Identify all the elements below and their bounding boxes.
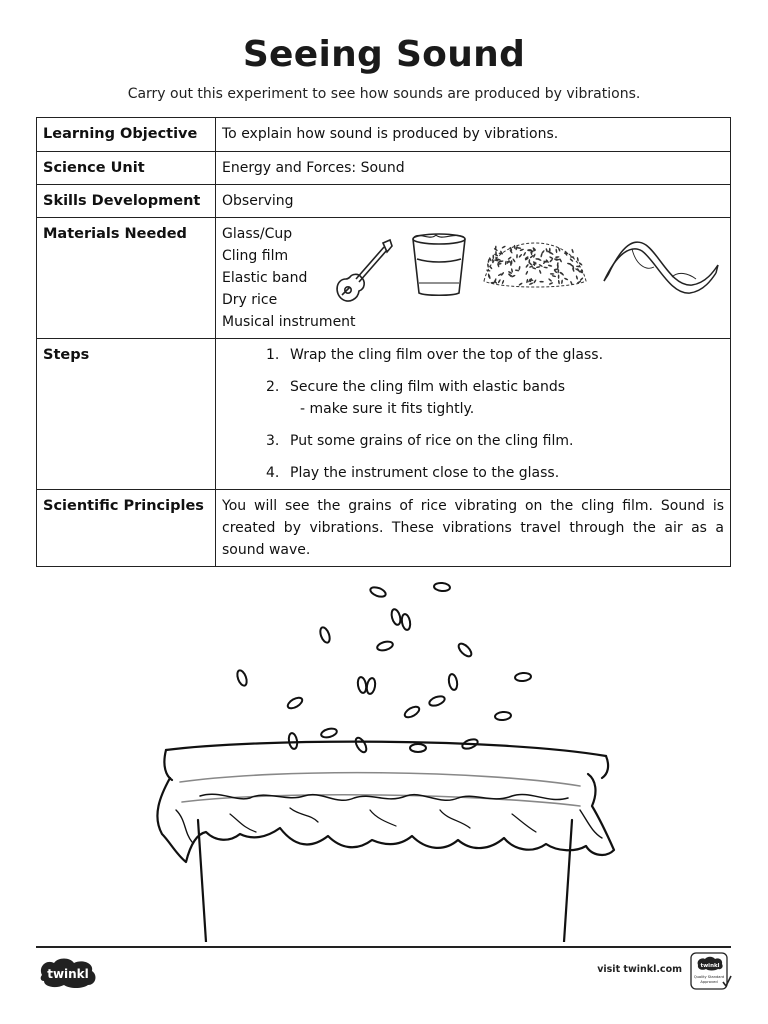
rice-grain [523,252,526,257]
rice-grain [525,271,528,276]
row-label-principles: Scientific Principles [37,490,216,567]
experiment-table [36,117,731,567]
rice-grain [549,256,554,260]
rice-grain [366,677,377,694]
rice-grain [571,249,574,254]
rice-grain [511,260,513,264]
list-item: Dry rice [222,292,278,308]
table-row [37,490,731,567]
quality-standard-badge [690,952,732,994]
row-label-materials: Materials Needed [37,218,216,339]
rice-grain [532,267,537,270]
rice-grain [569,258,573,262]
rice-grain [495,711,512,720]
rice-grain [552,275,557,278]
badge-line-3: Approved [700,980,718,984]
rice-grain [558,280,560,285]
step-text: Secure the cling film with elastic bands [290,379,566,395]
ukulele-icon [332,237,394,305]
list-item: Elastic band [222,270,308,286]
row-label-skills: Skills Development [37,185,216,218]
rice-grain [487,263,489,268]
rice-grain [577,257,579,262]
rice-grain [525,264,529,269]
rice-grain [515,672,532,681]
badge-line-2: Quality Standard [693,975,725,979]
twinkl-logo [36,955,100,991]
table-row [37,185,731,218]
rice-grain [548,278,552,282]
step-subtext: - make sure it fits tightly. [300,401,475,417]
rice-grain [549,282,554,285]
rice-grain [558,275,560,279]
step-number: 1. [266,347,280,363]
logo-text: twinkl [47,967,89,981]
rice-grain [434,582,451,591]
rice-grain [448,673,459,690]
list-item [266,430,724,452]
rice-grain [390,608,402,626]
row-label-steps: Steps [37,339,216,490]
step-number: 2. [266,379,280,395]
rice-grain [288,732,299,749]
rice-grain [410,744,426,752]
rice-grain [512,258,516,263]
rice-grain [543,266,548,268]
table-row [37,118,731,152]
rice-grain [236,669,249,687]
list-item: Glass/Cup [222,226,293,242]
rice-grain [286,696,304,711]
rice-grain [501,245,506,249]
table-row [37,152,731,185]
rice-grain [518,254,522,258]
rice-grain [576,275,579,280]
rice-grain [539,269,542,274]
rice-grain [549,258,553,262]
rice-grain [555,249,557,254]
list-item: Cling film [222,248,289,264]
rice-grain [559,271,564,275]
list-item [266,376,724,420]
row-value-objective: To explain how sound is produced by vibrations. [216,118,731,152]
rice-grain [403,705,421,720]
rice-grain [401,613,412,630]
rice-grain [505,261,507,266]
row-value-steps [216,339,731,490]
rice-grain [518,282,523,286]
rice-grain [550,273,554,275]
footer-divider [36,946,731,948]
row-value-materials [216,218,731,339]
step-text: Play the instrument close to the glass. [290,465,560,481]
rice-grain [516,254,518,258]
rice-grain [357,676,368,693]
visit-link[interactable]: visit twinkl.com [597,964,682,975]
badge-logo-text: twinkl [700,963,720,969]
step-text: Put some grains of rice on the cling film. [290,433,574,449]
glass-cup-icon [410,229,468,299]
rice-grain [376,640,394,652]
page-title: Seeing Sound [242,34,526,75]
rice-grain [579,277,583,281]
rice-on-glass-illustration [140,570,620,942]
step-text: Wrap the cling film over the top of the glass. [290,347,604,363]
rice-grain [492,255,494,259]
rice-grain [533,279,537,284]
cling-film-icon [602,235,722,299]
rice-grain [572,267,575,272]
rice-grain [526,279,528,284]
list-item: Musical instrument [222,314,356,330]
rice-grain [369,586,387,599]
rice-grain [498,279,502,284]
steps-list [222,344,724,484]
rice-grain [428,695,446,708]
page-subtitle: Carry out this experiment to see how sounds are produced by vibrations. [127,86,641,102]
rice-grain [320,727,338,739]
rice-grain [507,256,511,260]
rice-grain [514,245,516,250]
rice-grain [511,268,514,273]
rice-grain [354,736,369,754]
rice-grain [536,266,541,268]
list-item [266,344,724,366]
rice-grain [561,280,563,285]
rice-grain [555,256,560,258]
step-number: 4. [266,465,280,481]
row-value-skills: Observing [216,185,731,218]
table-row [37,218,731,339]
rice-grain [564,277,569,280]
row-label-objective: Learning Objective [37,118,216,152]
rice-grain [539,281,543,283]
rice-grain [559,258,562,263]
rice-grain [319,626,332,644]
rice-grain [518,266,520,271]
table-row [37,339,731,490]
row-label-unit: Science Unit [37,152,216,185]
rice-grain [529,282,534,285]
dry-rice-icon [480,237,590,293]
rice-grain [545,248,548,253]
rice-grain [457,642,474,659]
rice-grain [501,280,504,285]
list-item [266,462,724,484]
row-value-principles: You will see the grains of rice vibrating on the cling film. Sound is created by vibrations. These vibrations travel through the air as a sound wave. [216,490,731,567]
step-number: 3. [266,433,280,449]
row-value-unit: Energy and Forces: Sound [216,152,731,185]
rice-grain [548,264,553,267]
